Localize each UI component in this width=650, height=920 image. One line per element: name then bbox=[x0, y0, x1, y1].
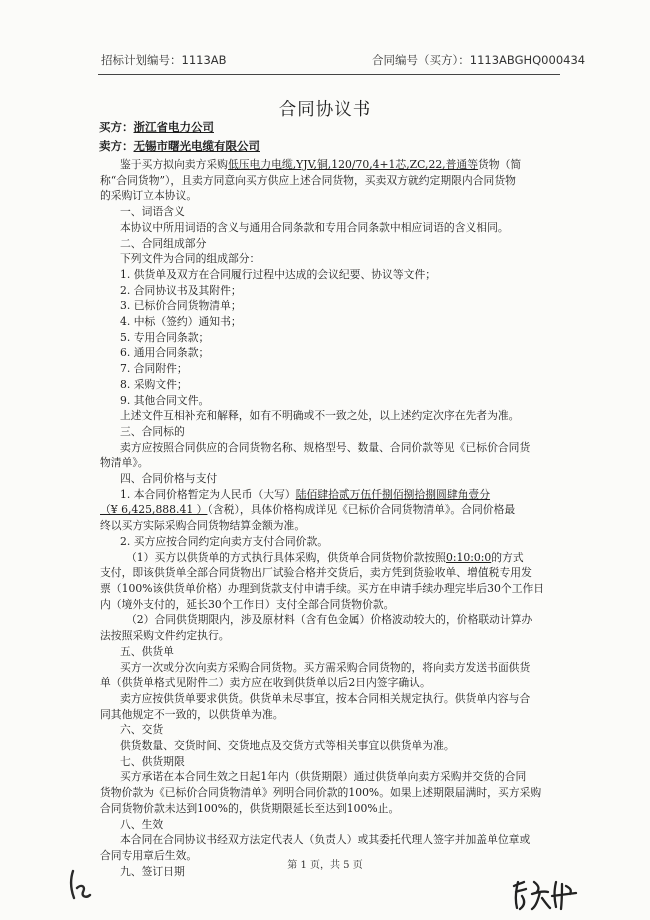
section-4-heading: 四、合同价格与支付 bbox=[120, 472, 218, 486]
bid-plan-number: 招标计划编号：1113AB bbox=[101, 53, 227, 67]
list-item: 3. 已标价合同货物清单； bbox=[120, 299, 242, 313]
section-7-line-3: 合同货物价款未达到100%的，供货期限延长至达到100%止。 bbox=[100, 801, 400, 815]
list-item: 6. 通用合同条款； bbox=[120, 346, 210, 360]
list-item: 4. 中标（签约）通知书； bbox=[120, 315, 242, 329]
intro-line-3: 的采购订立本协议。 bbox=[100, 189, 198, 203]
payment-sub-1-line-1: （1）买方以供货单的方式执行具体采购，供货单合同货物价款按照0:10:0:0的方式 bbox=[126, 550, 524, 564]
seller-line bbox=[99, 138, 260, 154]
left-signature bbox=[66, 868, 96, 906]
section-2-heading: 二、合同组成部分 bbox=[120, 236, 207, 250]
contract-amount-figure: （¥ 6,425,888.41 ） bbox=[100, 503, 208, 517]
right-signature bbox=[510, 876, 580, 916]
section-3-heading: 三、合同标的 bbox=[120, 424, 185, 438]
payment-clause: 2. 买方应按合同约定向卖方支付合同价款。 bbox=[120, 534, 329, 548]
payment-sub-2-line-1: （2）合同供货期限内，涉及原材料（含有色金属）价格波动较大的，价格联动计算办 bbox=[126, 613, 533, 627]
contract-number: 合同编号（买方）：1113ABGHQ000434 bbox=[372, 53, 586, 67]
list-item: 5. 专用合同条款； bbox=[120, 330, 210, 344]
list-item: 9. 其他合同文件。 bbox=[120, 393, 210, 407]
list-item: 8. 采购文件； bbox=[120, 377, 188, 391]
section-5-line-1: 买方一次或分次向卖方采购合同货物。买方需采购合同货物的，将向卖方发送书面供货 bbox=[120, 660, 531, 674]
document-title: 合同协议书 bbox=[278, 100, 372, 120]
buyer-line bbox=[99, 119, 214, 135]
price-line-2: （¥ 6,425,888.41 ）（含税），具体价格构成详见《已标价合同货物清单》。合同价格最 bbox=[100, 503, 516, 517]
price-line-1: 1. 本合同价格暂定为人民币（大写）陆佰肆拾贰万伍仟捌佰捌拾捌圆肆角壹分 bbox=[120, 487, 491, 501]
buyer-name: 浙江省电力公司 bbox=[133, 120, 214, 134]
price-line-3: 终以买方实际采购合同货物结算金额为准。 bbox=[100, 519, 306, 533]
section-2-intro: 下列文件为合同的组成部分： bbox=[120, 252, 261, 266]
section-8-line-1: 本合同在合同协议书经双方法定代表人（负责人）或其委托代理人签字并加盖单位章或 bbox=[120, 833, 531, 847]
list-item: 7. 合同附件； bbox=[120, 362, 188, 376]
payment-sub-2-line-2: 法按照采购文件约定执行。 bbox=[100, 629, 230, 643]
section-7-heading: 七、供货期限 bbox=[120, 754, 185, 768]
section-2-outro: 上述文件互相补充和解释，如有不明确或不一致之处，以上述约定次序在先者为准。 bbox=[120, 409, 520, 423]
section-5-line-4: 同其他规定不一致的，以供货单为准。 bbox=[100, 707, 284, 721]
contract-amount-words: 陆佰肆拾贰万伍仟捌佰捌拾捌圆肆角壹分 bbox=[295, 487, 491, 501]
buyer-label: 买方： bbox=[99, 120, 134, 134]
section-5-line-2: 单（供货单格式见附件二）卖方应在收到供货单以后2日内签字确认。 bbox=[100, 676, 431, 690]
section-1-heading: 一、词语含义 bbox=[120, 205, 185, 219]
intro-line-1: 鉴于买方拟向卖方采购低压电力电缆,YJV,铜,120/70,4+1芯,ZC,22,普通等货物（简 bbox=[120, 158, 522, 171]
goods-description: 低压电力电缆,YJV,铜,120/70,4+1芯,ZC,22,普通等 bbox=[227, 158, 479, 171]
section-1-text: 本协议中所用词语的含义与通用合同条款和专用合同条款中相应词语的含义相同。 bbox=[120, 220, 509, 234]
section-5-heading: 五、供货单 bbox=[120, 644, 174, 658]
header-divider bbox=[98, 74, 560, 75]
section-9-heading: 九、签订日期 bbox=[120, 864, 185, 878]
agreement-body bbox=[100, 157, 560, 879]
section-3-line-2: 物清单》。 bbox=[100, 456, 149, 470]
section-8-line-2: 合同专用章后生效。 bbox=[100, 848, 198, 862]
list-item: 1. 供货单及双方在合同履行过程中达成的会议纪要、协议等文件； bbox=[120, 267, 437, 281]
intro-line-2: 称“合同货物”），且卖方同意向买方供应上述合同货物，买卖双方就约定期限内合同货物 bbox=[100, 173, 516, 187]
section-7-line-1: 买方承诺在本合同生效之日起1年内（供货期限）通过供货单向卖方采购并交货的合同 bbox=[120, 770, 527, 784]
page-number: 第 1 页，共 5 页 bbox=[287, 860, 363, 871]
list-item: 2. 合同协议书及其附件； bbox=[120, 283, 242, 297]
payment-sub-1-line-4: 内（境外支付的，延长30个工作日）支付全部合同货物价款。 bbox=[100, 597, 395, 611]
seller-label: 卖方： bbox=[99, 139, 134, 153]
section-7-line-2: 货物价款为《已标价合同货物清单》列明合同价款的100%。如果上述期限届满时，买方采购 bbox=[100, 786, 542, 800]
payment-sub-1-line-2: 支付，即该供货单全部合同货物出厂试验合格并交货后，卖方凭到货验收单、增值税专用发 bbox=[100, 566, 532, 580]
section-5-line-3: 卖方应按供货单要求供货。供货单未尽事宜，按本合同相关规定执行。供货单内容与合 bbox=[120, 691, 531, 705]
payment-sub-1-line-3: 票（100%该供货单价格）办理到货款支付申请手续。买方在申请手续办理完毕后30个工作日 bbox=[100, 581, 545, 595]
payment-ratio: 0:10:0:0 bbox=[445, 550, 492, 564]
seller-name: 无锡市曙光电缆有限公司 bbox=[133, 139, 260, 153]
section-6-line-1: 供货数量、交货时间、交货地点及交货方式等相关事宜以供货单为准。 bbox=[120, 739, 455, 753]
section-3-line-1: 卖方应按照合同供应的合同货物名称、规格型号、数量、合同价款等见《已标价合同货 bbox=[120, 440, 531, 454]
section-8-heading: 八、生效 bbox=[120, 817, 164, 831]
section-6-heading: 六、交货 bbox=[120, 723, 164, 737]
